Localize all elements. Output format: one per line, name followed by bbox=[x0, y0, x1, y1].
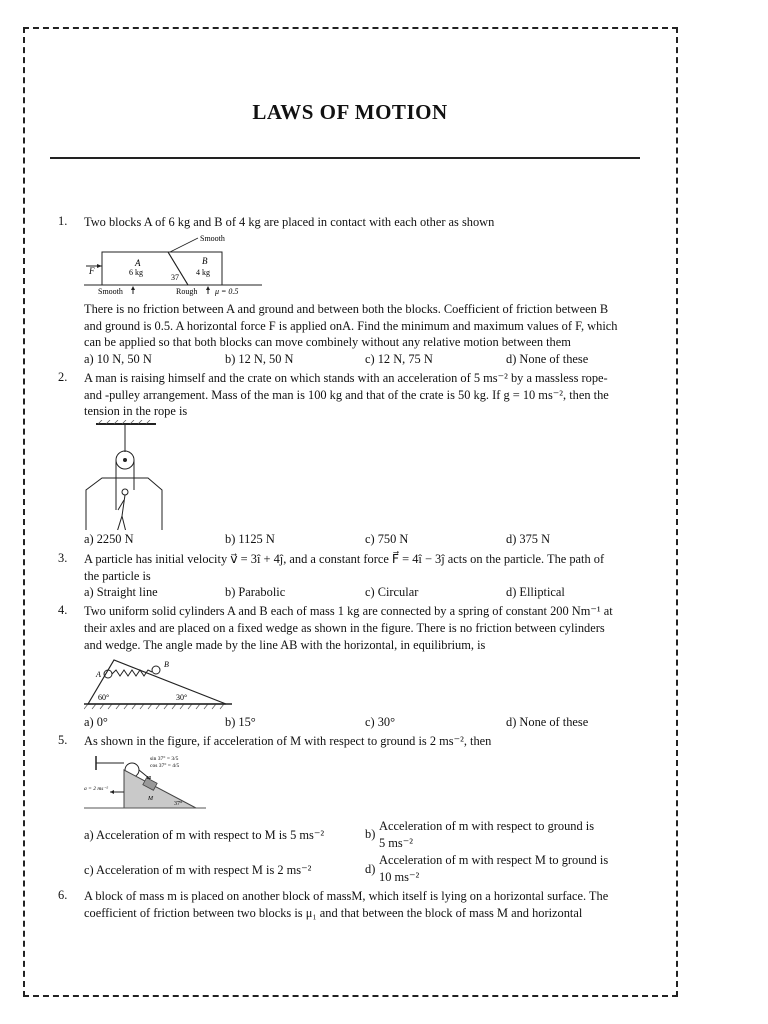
q5-number: 5. bbox=[58, 733, 68, 747]
q4-option-a: a) 0° bbox=[84, 715, 108, 729]
title-divider bbox=[50, 157, 640, 159]
q2-number: 2. bbox=[58, 370, 68, 384]
q1-option-c: c) 12 N, 75 N bbox=[365, 352, 433, 366]
q3-number: 3. bbox=[58, 551, 68, 565]
q5-option-d-prefix: d) bbox=[365, 862, 376, 876]
q2-option-c: c) 750 N bbox=[365, 532, 409, 546]
q1-text-line-3: can be applied so that both blocks can move combinely without any relative motion between them bbox=[84, 335, 571, 349]
q1-label-smooth-top: Smooth bbox=[200, 234, 225, 243]
q5-label-sin: sin 37° = 3/5 bbox=[150, 756, 179, 762]
q5-text-line-1: As shown in the figure, if acceleration of M with respect to ground is 2 ms⁻², then bbox=[84, 734, 492, 748]
q4-label-angle-right: 30° bbox=[176, 693, 188, 702]
q1-number: 1. bbox=[58, 214, 68, 228]
q1-text-line-1: There is no friction between A and ground and between both the blocks. Coefficient of friction between B bbox=[84, 302, 609, 316]
q1-option-a: a) 10 N, 50 N bbox=[84, 352, 152, 366]
q2-option-a: a) 2250 N bbox=[84, 532, 134, 546]
q5-option-a: a) Acceleration of m with respect to M is 5 ms⁻² bbox=[84, 828, 325, 842]
q4-number: 4. bbox=[58, 603, 68, 617]
q1-label-smooth-bottom: Smooth bbox=[98, 287, 123, 296]
q1-label-a-mass: 6 kg bbox=[129, 268, 143, 277]
q5-option-b-line-1: Acceleration of m with respect to ground is bbox=[379, 819, 595, 833]
q4-option-c: c) 30° bbox=[365, 715, 396, 729]
q1-label-a: A bbox=[135, 258, 141, 268]
q3-option-d: d) Elliptical bbox=[506, 585, 565, 599]
q5-label-cos: cos 37° = 4/5 bbox=[150, 763, 180, 769]
q4-option-b: b) 15° bbox=[225, 715, 256, 729]
q6-number: 6. bbox=[58, 888, 68, 902]
q5-option-d-line-1: Acceleration of m with respect M to ground is bbox=[379, 853, 609, 867]
q5-option-b-line-2: 5 ms⁻² bbox=[379, 836, 414, 850]
q5-figure-incline bbox=[84, 752, 208, 814]
q6-text-line-1: A block of mass m is placed on another block of massM, which itself is lying on a horizontal surface. The bbox=[84, 889, 609, 903]
q1-stem: Two blocks A of 6 kg and B of 4 kg are placed in contact with each other as shown bbox=[84, 215, 495, 229]
q3-text-line-2: the particle is bbox=[84, 569, 151, 583]
q2-option-d: d) 375 N bbox=[506, 532, 551, 546]
q5-label-accel: a = 2 ms⁻² bbox=[84, 786, 109, 792]
q4-figure-wedge bbox=[84, 656, 234, 712]
q5-label-angle: 37° bbox=[174, 801, 183, 807]
q5-label-M: M bbox=[148, 796, 153, 802]
q3-option-a: a) Straight line bbox=[84, 585, 158, 599]
q5-option-c: c) Acceleration of m with respect M is 2 ms⁻² bbox=[84, 863, 312, 877]
q1-label-b: B bbox=[202, 256, 208, 266]
q1-label-force: F bbox=[89, 266, 95, 276]
q1-label-mu: μ = 0.5 bbox=[215, 287, 239, 296]
q3-text-line-1: A particle has initial velocity v⃗ = 3î + 4ĵ, and a constant force F⃗ = 4î − 3ĵ acts on the particle. The path of bbox=[84, 552, 605, 566]
q1-text-line-2: and ground is 0.5. A horizontal force F is applied onA. Find the minimum and maximum values of F, which bbox=[84, 319, 618, 333]
q1-option-d: d) None of these bbox=[506, 352, 589, 366]
q1-label-angle: 37 bbox=[171, 273, 179, 282]
q1-figure-blocks bbox=[84, 232, 264, 298]
q2-text-line-3: tension in the rope is bbox=[84, 404, 188, 418]
q2-option-b: b) 1125 N bbox=[225, 532, 275, 546]
q3-option-c: c) Circular bbox=[365, 585, 419, 599]
q2-text-line-2: and -pulley arrangement. Mass of the man is 100 kg and that of the crate is 50 kg. If g = 10 ms⁻², then the bbox=[84, 388, 609, 402]
q4-text-line-2: their axles and are placed on a fixed wedge as shown in the figure. There is no friction between cylinders bbox=[84, 621, 605, 635]
q4-label-b: B bbox=[164, 660, 169, 669]
q5-option-b-prefix: b) bbox=[365, 827, 376, 841]
q6-text-line-2: coefficient of friction between two blocks is μ₁ and that between the block of mass M and horizontal bbox=[84, 906, 583, 920]
page-title: LAWS OF MOTION bbox=[252, 100, 448, 124]
q5-label-m: m bbox=[147, 775, 152, 781]
q4-option-d: d) None of these bbox=[506, 715, 589, 729]
q4-text-line-1: Two uniform solid cylinders A and B each of mass 1 kg are connected by a spring of constant 200 Nm⁻¹ at bbox=[84, 604, 613, 618]
q1-label-b-mass: 4 kg bbox=[196, 268, 210, 277]
q3-option-b: b) Parabolic bbox=[225, 585, 286, 599]
q2-figure-pulley bbox=[84, 420, 164, 530]
q4-label-a: A bbox=[96, 670, 101, 679]
q2-text-line-1: A man is raising himself and the crate on which stands with an acceleration of 5 ms⁻² by a massless rope- bbox=[84, 371, 608, 385]
q4-label-angle-left: 60° bbox=[98, 693, 110, 702]
q1-label-rough: Rough bbox=[176, 287, 198, 296]
q4-text-line-3: and wedge. The angle made by the line AB with the horizontal, in equilibrium, is bbox=[84, 638, 486, 652]
q5-option-d-line-2: 10 ms⁻² bbox=[379, 870, 420, 884]
q1-option-b: b) 12 N, 50 N bbox=[225, 352, 294, 366]
